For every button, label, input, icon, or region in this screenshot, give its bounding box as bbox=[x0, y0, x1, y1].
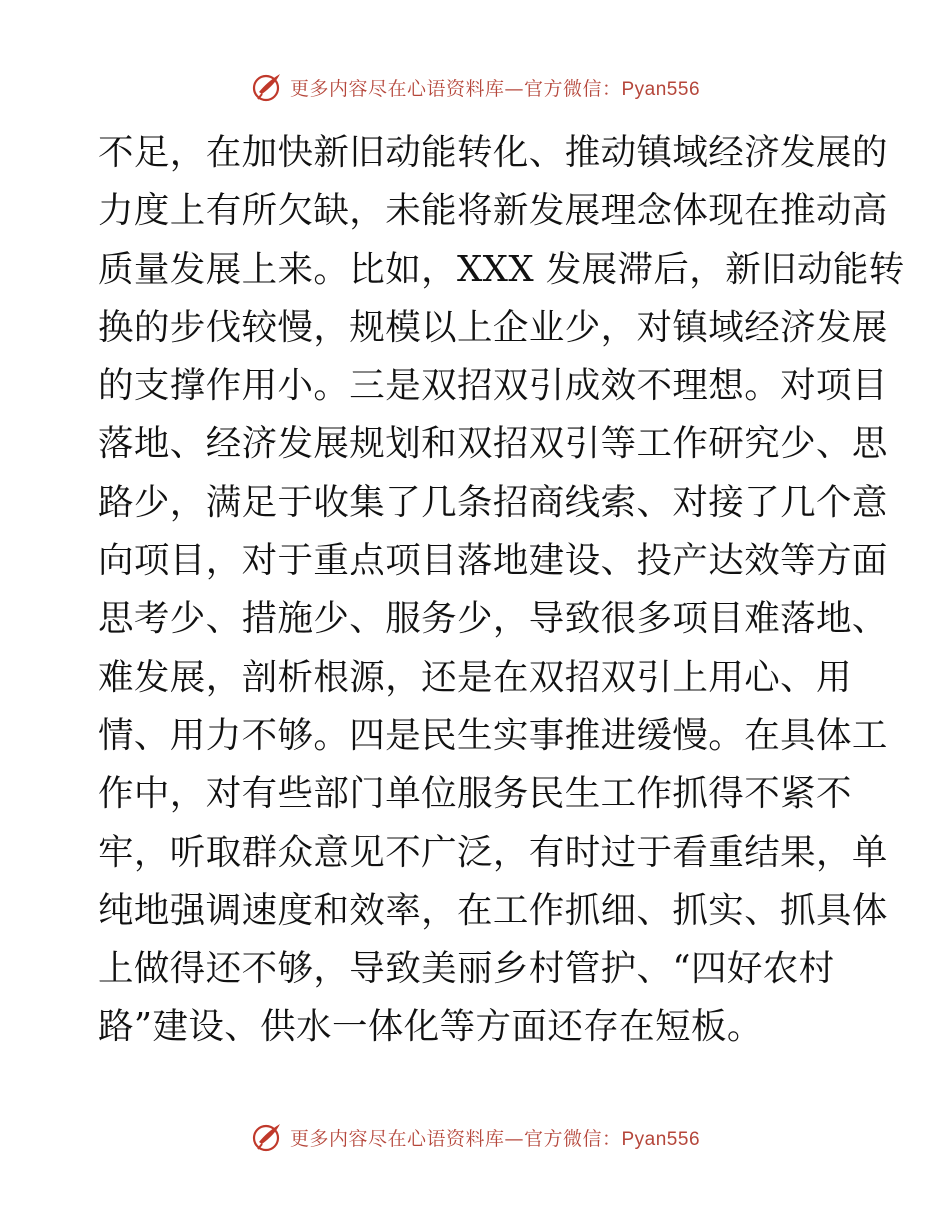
body-line: 路少，满足于收集了几条招商线索、对接了几个意 bbox=[98, 481, 888, 523]
footer-watermark-text bbox=[290, 1124, 700, 1151]
body-line: 难发展，剖析根源，还是在双招双引上用心、用 bbox=[98, 656, 852, 698]
body-line: 纯地强调速度和效率，在工作抓细、抓实、抓具体 bbox=[98, 889, 888, 931]
footer-watermark bbox=[0, 1120, 950, 1154]
header-watermark-cn: 更多内容尽在心语资料库—官方微信： bbox=[289, 77, 622, 100]
body-line: 换的步伐较慢，规模以上企业少，对镇域经济发展 bbox=[98, 306, 888, 348]
body-line: 落地、经济发展规划和双招双引等工作研究少、思 bbox=[98, 423, 888, 465]
document-body bbox=[98, 124, 905, 1057]
footer-watermark-cn: 更多内容尽在心语资料库—官方微信： bbox=[289, 1127, 622, 1150]
header-watermark-wechat-id: Pyan556 bbox=[621, 78, 701, 100]
body-line: 思考少、措施少、服务少，导致很多项目难落地、 bbox=[98, 598, 888, 640]
body-line: 不足，在加快新旧动能转化、推动镇域经济发展的 bbox=[98, 132, 888, 173]
header-watermark-text bbox=[290, 74, 700, 101]
body-line: 情、用力不够。四是民生实事推进缓慢。在具体工 bbox=[98, 714, 888, 756]
header-watermark bbox=[0, 70, 950, 104]
body-line: 上做得还不够，导致美丽乡村管护、“四好农村 bbox=[98, 948, 835, 990]
body-line: 作中，对有些部门单位服务民生工作抓得不紧不 bbox=[98, 773, 852, 815]
quill-pen-logo-icon bbox=[250, 70, 284, 104]
body-line: 路”建设、供水一体化等方面还存在短板。 bbox=[98, 1006, 763, 1048]
body-line: 的支撑作用小。三是双招双引成效不理想。对项目 bbox=[98, 365, 888, 407]
quill-pen-logo-icon bbox=[250, 1120, 284, 1154]
body-line: 质量发展上来。比如，XXX 发展滞后，新旧动能转 bbox=[98, 248, 905, 290]
body-line: 牢，听取群众意见不广泛，有时过于看重结果，单 bbox=[98, 831, 888, 873]
footer-watermark-wechat-id: Pyan556 bbox=[621, 1128, 701, 1150]
body-line: 力度上有所欠缺，未能将新发展理念体现在推动高 bbox=[98, 190, 888, 232]
body-line: 向项目，对于重点项目落地建设、投产达效等方面 bbox=[98, 540, 888, 582]
